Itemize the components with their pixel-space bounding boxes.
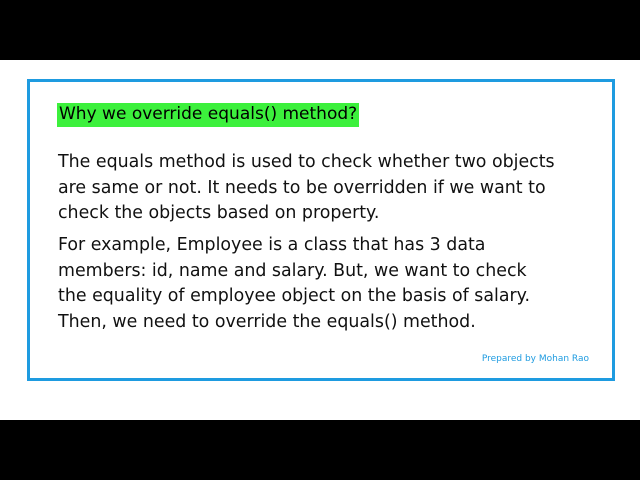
author-credit: Prepared by Mohan Rao [481, 354, 589, 364]
paragraph-explanation [58, 150, 606, 227]
paragraph-line: are same or not. It needs to be overridden if we want to [58, 177, 546, 198]
paragraph-line: For example, Employee is a class that has 3 data [58, 235, 486, 255]
paragraph-line: the equality of employee object on the basis of salary. [58, 286, 530, 306]
paragraph-example [58, 233, 606, 335]
paragraph-line: members: id, name and salary. But, we want to check [58, 260, 527, 281]
content-frame [27, 79, 615, 381]
paragraph-line: check the objects based on property. [58, 203, 380, 223]
slide [0, 60, 640, 420]
paragraph-line: The equals method is used to check whether two objects [58, 152, 555, 172]
slide-title: Why we override equals() method? [57, 103, 359, 127]
paragraph-line: Then, we need to override the equals() method. [58, 311, 476, 332]
